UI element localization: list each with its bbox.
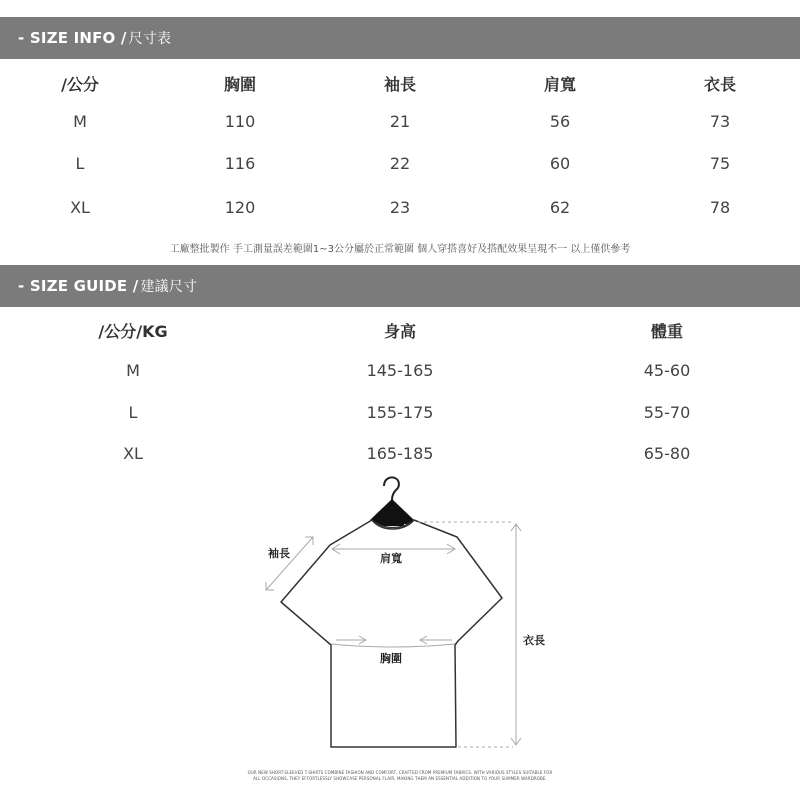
size-info-cell: M <box>73 112 87 131</box>
size-guide-header-weight: 體重 <box>650 322 684 341</box>
footer-text-line-1: OUR NEW SHORT-SLEEVED T-SHIRTS COMBINE FASHION AND COMFORT, CRAFTED FROM PREMIUM FABRICS. WITH VARIOUS STYLES SUITABLE FOR <box>247 770 553 775</box>
measurement-note: 工廠整批製作 手工測量誤差範圍1~3公分屬於正常範圍 個人穿搭喜好及搭配效果呈現不一 以上僅供參考 <box>169 244 631 255</box>
size-info-title: - SIZE INFO / <box>18 29 127 47</box>
size-guide-header-unit: /公分/KG <box>98 322 168 341</box>
size-info-cell: 110 <box>224 112 256 131</box>
size-guide-cell: 45-60 <box>643 361 691 380</box>
size-info-cell: 73 <box>709 112 731 131</box>
size-info-cell: XL <box>70 198 90 217</box>
size-guide-cell: XL <box>123 444 143 463</box>
size-info-cell: L <box>75 154 85 173</box>
size-info-cell: 60 <box>549 154 571 173</box>
hanger-icon <box>370 477 414 526</box>
size-info-cell: 120 <box>224 198 256 217</box>
size-guide-cell: 145-165 <box>366 361 434 380</box>
size-info-cell: 23 <box>389 198 411 217</box>
footer-text-line-2: ALL OCCASIONS, THEY EFFORTLESSLY SHOWCASE PERSONAL FLAIR, MAKING THEM AN ESSENTIAL ADDITION TO YOUR SUMMER WARDROBE. <box>253 776 547 781</box>
size-guide-header-bar <box>0 265 800 307</box>
size-guide-header-height: 身高 <box>383 322 417 341</box>
size-guide-cell: 55-70 <box>643 403 691 422</box>
size-info-header-sleeve: 袖長 <box>383 75 417 94</box>
chest-label: 胸圍 <box>380 652 402 665</box>
length-label: 衣長 <box>523 634 545 647</box>
size-info-cell: 56 <box>549 112 571 131</box>
size-info-header-shoulder: 肩寬 <box>543 75 577 94</box>
size-guide-subtitle: 建議尺寸 <box>140 279 198 295</box>
sleeve-label: 袖長 <box>268 547 290 560</box>
shoulder-label: 肩寬 <box>380 552 402 565</box>
size-guide-cell: 65-80 <box>643 444 691 463</box>
size-guide-title: - SIZE GUIDE / <box>18 277 139 295</box>
size-info-header-chest: 胸圍 <box>223 75 257 94</box>
size-info-cell: 75 <box>709 154 731 173</box>
size-guide-cell: L <box>128 403 138 422</box>
tshirt-measurement-diagram <box>0 470 800 760</box>
size-info-cell: 78 <box>709 198 731 217</box>
size-info-header-unit: /公分 <box>61 75 99 94</box>
size-guide-cell: 155-175 <box>366 403 434 422</box>
size-info-cell: 116 <box>224 154 256 173</box>
size-info-cell: 62 <box>549 198 571 217</box>
size-info-cell: 21 <box>389 112 411 131</box>
size-info-subtitle: 尺寸表 <box>128 31 172 47</box>
size-info-cell: 22 <box>389 154 411 173</box>
size-info-header-length: 衣長 <box>703 75 737 94</box>
size-info-header-bar <box>0 17 800 59</box>
size-guide-cell: 165-185 <box>366 444 434 463</box>
size-guide-cell: M <box>126 361 140 380</box>
